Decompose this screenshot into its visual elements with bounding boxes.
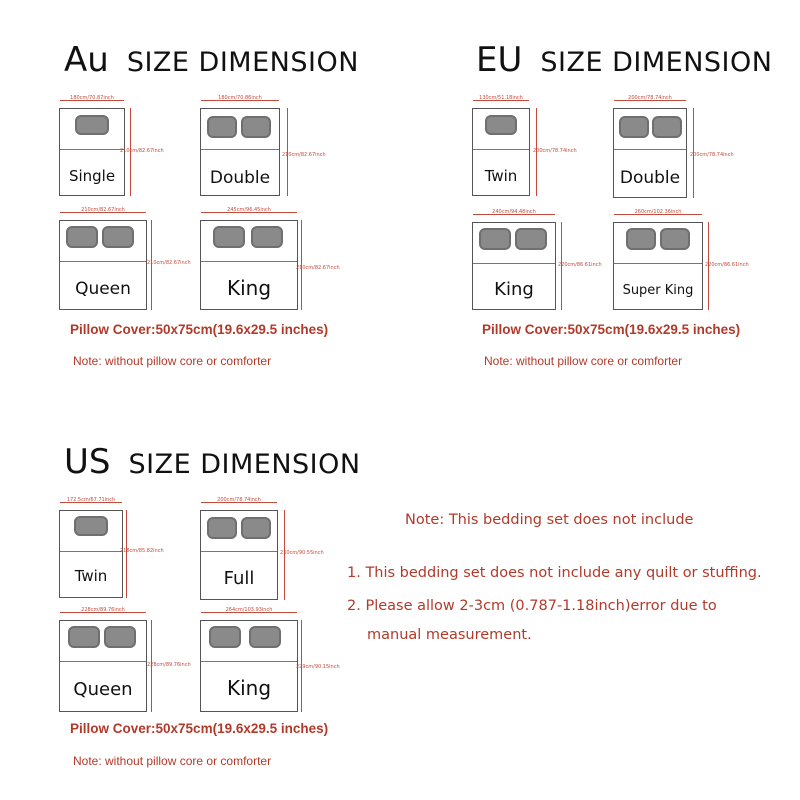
eu-bed-super-king: [613, 209, 703, 310]
us-bed-full: [200, 497, 278, 600]
width-dimension-text: 180cm/70.87inch: [70, 95, 114, 101]
pillow-icon: [213, 226, 245, 248]
width-dimension-line: [201, 497, 277, 508]
height-dimension-text: 230cm/90.55inch: [280, 550, 324, 556]
notes-heading: Note: This bedding set does not include: [405, 512, 694, 528]
width-dimension-text: 172.5cm/67.71inch: [66, 497, 116, 503]
width-dimension-line: [614, 95, 686, 106]
sheet-fold-line: [60, 261, 146, 262]
pillow-icon: [515, 228, 547, 250]
bed-size-label: Single: [68, 167, 116, 185]
us-bed-queen: [59, 607, 147, 712]
eu-pillow-cover-text: Pillow Cover:50x75cm(19.6x29.5 inches): [482, 322, 741, 337]
height-dimension-text: 200cm/78.74inch: [690, 152, 734, 158]
width-dimension-text: 130cm/51.18inch: [479, 95, 523, 101]
height-dimension-text: 220cm/86.61inch: [705, 262, 749, 268]
sheet-fold-line: [201, 149, 279, 150]
au-pillow-cover-text: Pillow Cover:50x75cm(19.6x29.5 inches): [70, 322, 329, 337]
bed-size-label: Double: [619, 168, 681, 188]
height-dimension-text: 200cm/78.74inch: [533, 148, 577, 154]
sheet-fold-line: [60, 149, 124, 150]
pillow-icon: [68, 626, 100, 648]
sheet-fold-line: [60, 661, 146, 662]
pillow-icon: [207, 517, 237, 539]
width-dimension-text: 264cm/103.93inch: [225, 607, 273, 613]
sheet-fold-line: [60, 551, 122, 552]
bed-size-label: Twin: [484, 167, 518, 185]
pillow-icon: [241, 517, 271, 539]
height-dimension-text: 220cm/86.61inch: [558, 262, 602, 268]
pillow-icon: [626, 228, 656, 250]
width-dimension-text: 210cm/82.67inch: [81, 207, 125, 213]
bed-size-label: King: [226, 276, 272, 300]
pillow-icon: [660, 228, 690, 250]
notes-item-2-line-1: 2. Please allow 2-3cm (0.787-1.18inch)error due to: [347, 598, 717, 614]
notes-item-1: 1. This bedding set does not include any quilt or stuffing.: [347, 565, 762, 581]
sheet-fold-line: [614, 149, 686, 150]
pillow-icon: [249, 626, 281, 648]
us-bed-twin: [59, 497, 123, 598]
width-dimension-line: [60, 497, 122, 508]
pillow-icon: [102, 226, 134, 248]
height-dimension-text: 229cm/90.15inch: [296, 664, 340, 670]
width-dimension-line: [201, 207, 297, 218]
sheet-fold-line: [473, 263, 555, 264]
height-dimension-text: 210cm/82.67inch: [296, 265, 340, 271]
us-heading: [64, 442, 361, 482]
us-bed-king: [200, 607, 298, 712]
bed-size-label: King: [494, 279, 534, 300]
eu-bed-king: [472, 209, 556, 310]
eu-bed-double: [613, 95, 687, 198]
width-dimension-line: [201, 95, 279, 106]
pillow-icon: [241, 116, 271, 138]
pillow-icon: [104, 626, 136, 648]
au-region-label: Au: [64, 40, 109, 80]
width-dimension-text: 228cm/89.76inch: [81, 607, 125, 613]
width-dimension-line: [60, 607, 146, 618]
pillow-icon: [619, 116, 649, 138]
au-bed-king: [200, 207, 298, 310]
width-dimension-line: [60, 207, 146, 218]
us-region-label: US: [64, 442, 111, 482]
au-note-text: Note: without pillow core or comforter: [73, 354, 272, 368]
bed-size-label: King: [226, 676, 272, 700]
eu-region-label: EU: [476, 40, 523, 80]
width-dimension-text: 245cm/96.45inch: [227, 207, 271, 213]
width-dimension-line: [614, 209, 702, 220]
au-bed-queen: [59, 207, 147, 310]
pillow-icon: [75, 115, 109, 135]
sheet-fold-line: [473, 149, 529, 150]
bed-size-label: Double: [209, 168, 271, 188]
height-dimension-text: 210cm/82.67inch: [120, 148, 164, 154]
pillow-icon: [207, 116, 237, 138]
eu-bed-twin: [472, 95, 530, 196]
width-dimension-line: [473, 209, 555, 220]
width-dimension-text: 180cm/70.86inch: [218, 95, 262, 101]
pillow-icon: [652, 116, 682, 138]
bed-size-label: Queen: [75, 279, 131, 299]
pillow-icon: [66, 226, 98, 248]
us-pillow-cover-text: Pillow Cover:50x75cm(19.6x29.5 inches): [70, 721, 329, 736]
sheet-fold-line: [201, 551, 277, 552]
sheet-fold-line: [201, 261, 297, 262]
width-dimension-text: 200cm/78.74inch: [628, 95, 672, 101]
width-dimension-text: 260cm/102.36inch: [634, 209, 682, 215]
width-dimension-text: 240cm/94.48inch: [492, 209, 536, 215]
pillow-icon: [485, 115, 517, 135]
height-dimension-text: 210cm/82.67inch: [147, 260, 191, 266]
us-section-title: SIZE DIMENSION: [128, 449, 361, 480]
width-dimension-line: [201, 607, 297, 618]
height-dimension-text: 218cm/85.82inch: [120, 548, 164, 554]
height-dimension-text: 228cm/89.76inch: [147, 662, 191, 668]
sheet-fold-line: [201, 661, 297, 662]
bed-size-label: Twin: [74, 567, 108, 585]
us-note-text: Note: without pillow core or comforter: [73, 754, 272, 768]
bed-size-label: Super King: [622, 283, 694, 298]
width-dimension-line: [473, 95, 529, 106]
eu-section-title: SIZE DIMENSION: [540, 47, 773, 78]
pillow-icon: [74, 516, 108, 536]
height-dimension-line: [126, 510, 127, 598]
au-bed-single: [59, 95, 125, 196]
au-section-title: SIZE DIMENSION: [126, 47, 359, 78]
au-bed-double: [200, 95, 280, 196]
width-dimension-text: 200cm/78.74inch: [217, 497, 261, 503]
height-dimension-text: 210cm/82.67inch: [282, 152, 326, 158]
eu-note-text: Note: without pillow core or comforter: [484, 354, 683, 368]
bed-size-label: Queen: [73, 679, 133, 700]
pillow-icon: [209, 626, 241, 648]
eu-heading: [476, 40, 772, 80]
sheet-fold-line: [614, 263, 702, 264]
pillow-icon: [251, 226, 283, 248]
pillow-icon: [479, 228, 511, 250]
width-dimension-line: [60, 95, 124, 106]
au-heading: [64, 40, 359, 80]
bed-size-label: Full: [223, 568, 255, 589]
notes-item-2-line-2: manual measurement.: [367, 627, 532, 643]
